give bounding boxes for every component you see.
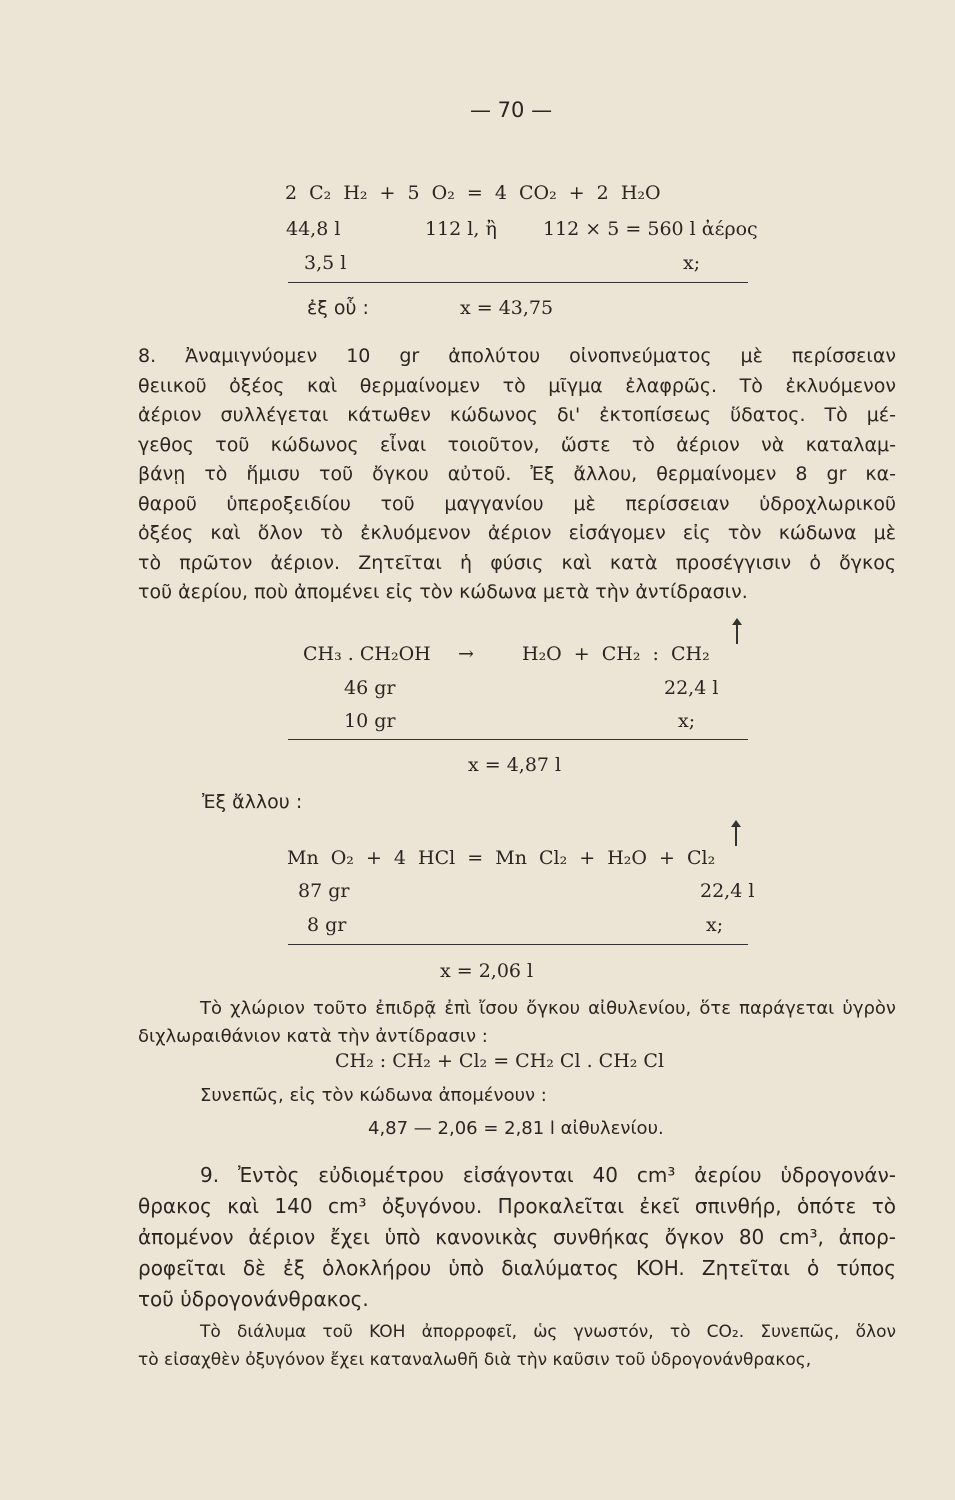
gas-up-arrow-icon <box>735 824 737 846</box>
eq2-ratio-left: 46 gr <box>344 677 396 699</box>
problem-9-line: ροφεῖται δὲ ἐξ ὁλοκλήρου ὑπὸ διαλύματος KOH. Ζητεῖται ὁ τύπος <box>138 1256 896 1280</box>
problem-8-line: ὀξέος καὶ ὅλον τὸ ἐκλυόμενον ἀέριον εἰσάγομεν εἰς τὸν κώδωνα μὲ <box>138 522 896 544</box>
gas-up-arrow-icon <box>736 622 738 644</box>
eq2-divider <box>288 739 748 740</box>
problem-9-text <box>138 1160 896 1315</box>
problem-8-line: τοῦ ἀερίου, ποὺ ἀπομένει εἰς τὸν κώδωνα μετὰ τὴν ἀντίδρασιν. <box>138 581 748 603</box>
problem-9-line: θρακος καὶ 140 cm³ ὀξυγόνου. Προκαλεῖται ἐκεῖ σπινθήρ, ὁπότε τὸ <box>138 1194 896 1218</box>
eq1-reaction: 2 C₂ H₂ + 5 O₂ = 4 CO₂ + 2 H₂O <box>285 182 661 204</box>
problem-8-line: ἀέριον συλλέγεται κάτωθεν κώδωνος δι' ἐκτοπίσεως ὕδατος. Τὸ μέ- <box>138 404 896 426</box>
problem-8-text <box>138 342 896 608</box>
chlorine-text <box>138 995 896 1051</box>
ex-allou-label: Ἐξ ἄλλου : <box>202 791 303 813</box>
eq1-result-label: ἐξ οὗ : <box>307 297 369 319</box>
problem-9-line: τοῦ ὑδρογονάνθρακος. <box>138 1287 369 1311</box>
eq1-ratio-left: 44,8 l <box>286 218 341 240</box>
problem-8-line: τὸ πρῶτον ἀέριον. Ζητεῖται ἡ φύσις καὶ κατὰ προσέγγισιν ὁ ὄγκος <box>138 551 896 574</box>
chlorine-line: Τὸ χλώριον τοῦτο ἐπιδρᾷ ἐπὶ ἴσου ὄγκου αἰθυλενίου, ὅτε παράγεται ὑγρὸν <box>200 998 896 1019</box>
eq3-ratio-right: 22,4 l <box>700 880 755 902</box>
eq3-given-right: x; <box>706 914 724 936</box>
problem-8-line: 8. Ἀναμιγνύομεν 10 gr ἀπολύτου οἰνοπνεύματος μὲ περίσσειαν <box>138 345 896 367</box>
problem-8-line: θαροῦ ὑπεροξειδίου τοῦ μαγγανίου μὲ περίσσειαν ὑδροχλωρικοῦ <box>138 492 896 515</box>
eq1-given-right: x; <box>683 252 701 274</box>
eq3-result: x = 2,06 l <box>440 960 534 982</box>
eq3-given-left: 8 gr <box>307 914 347 936</box>
eq1-ratio-right: 112 × 5 = 560 l ἀέρος <box>543 218 758 240</box>
problem-9-line: ἀπομένον ἀέριον ἔχει ὑπὸ κανονικὰς συνθήκας ὄγκον 80 cm³, ἀπορ- <box>138 1225 896 1249</box>
eq3-divider <box>288 944 748 945</box>
problem-8-line: βάνῃ τὸ ἥμισυ τοῦ ὄγκου αὐτοῦ. Ἐξ ἄλλου, θερμαίνομεν 8 gr κα- <box>138 463 896 485</box>
eq1-divider <box>288 282 748 283</box>
koh-text <box>138 1318 896 1374</box>
chlorine-reaction: CH₂ : CH₂ + Cl₂ = CH₂ Cl . CH₂ Cl <box>335 1050 665 1072</box>
eq1-given-left: 3,5 l <box>304 252 347 274</box>
eq2-ratio-right: 22,4 l <box>664 677 719 699</box>
therefore-text: Συνεπῶς, εἰς τὸν κώδωνα ἀπομένουν : <box>200 1085 547 1106</box>
koh-line: Τὸ διάλυμα τοῦ KOH ἀπορροφεῖ, ὡς γνωστόν, τὸ CO₂. Συνεπῶς, ὅλον <box>200 1322 896 1342</box>
eq3-ratio-left: 87 gr <box>298 880 350 902</box>
problem-9-line: 9. Ἐντὸς εὐδιομέτρου εἰσάγονται 40 cm³ ἀερίου ὑδρογονάν- <box>200 1163 896 1187</box>
eq2-given-right: x; <box>678 710 696 732</box>
eq1-result-value: x = 43,75 <box>460 297 554 319</box>
eq2-products: H₂O + CH₂ : CH₂ <box>522 643 710 665</box>
chlorine-line: διχλωραιθάνιον κατὰ τὴν ἀντίδρασιν : <box>138 1026 488 1047</box>
eq2-result: x = 4,87 l <box>468 754 562 776</box>
final-result: 4,87 — 2,06 = 2,81 l αἰθυλενίου. <box>368 1118 664 1139</box>
koh-line: τὸ εἰσαχθὲν ὀξυγόνον ἔχει καταναλωθῆ διὰ τὴν καῦσιν τοῦ ὑδρογονάνθρακος, <box>138 1350 812 1370</box>
eq1-ratio-mid: 112 l, ἢ <box>425 218 497 240</box>
problem-8-line: θειικοῦ ὀξέος καὶ θερμαίνομεν τὸ μῖγμα ἐλαφρῶς. Τὸ ἐκλυόμενον <box>138 374 896 397</box>
page-number: — 70 — <box>470 98 553 122</box>
eq3-reaction: Mn O₂ + 4 HCl = Mn Cl₂ + H₂O + Cl₂ <box>287 847 716 869</box>
eq2-given-left: 10 gr <box>344 710 396 732</box>
eq2-reactant: CH₃ . CH₂OH <box>303 643 431 665</box>
problem-8-line: γεθος τοῦ κώδωνος εἶναι τοιοῦτον, ὥστε τὸ ἀέριον νὰ καταλαμ- <box>138 433 896 456</box>
eq2-arrow: → <box>458 643 474 665</box>
